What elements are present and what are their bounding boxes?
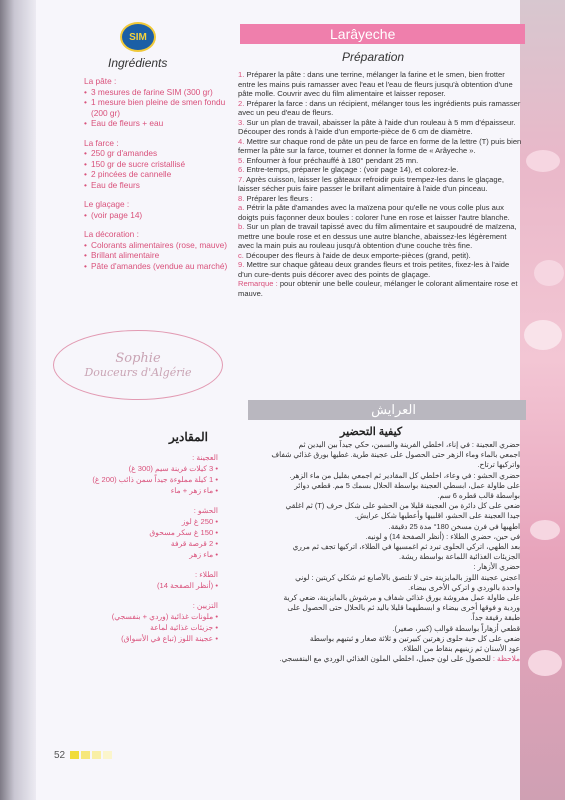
sophie-signature [53, 330, 223, 400]
ingredient-section [84, 138, 234, 191]
step-number: 2. [238, 98, 245, 108]
arabic-step-line: في حين، حضري الطلاء : (أنظر الصفحة 14) و لونيه. [365, 531, 520, 541]
arabic-ingredient-items [68, 580, 218, 591]
ingredient-section [84, 229, 234, 271]
step-number: 6. [238, 165, 245, 174]
step-text: Sur un plan de travail, abaisser la pâte à l'aide d'un rouleau à 5 mm d'épaisseur. Découper des ronds à l'aide d'un emporte-pièce de 6 cm de diamètre. [238, 117, 516, 136]
arabic-title-bar [248, 400, 526, 420]
ingredient-items [84, 148, 234, 190]
step-text: Après cuisson, laisser les gâteaux refroidir puis trempez-les dans le glaçage, laisser sécher puis faire passer le brillant alimentaire à l'aide d'un pinceau. [238, 174, 504, 193]
arabic-ingredient-item: • ماء زهر + ماء [68, 485, 218, 496]
step-text: Préparer la farce : dans un récipient, mélanger tous les ingrédients puis ramasser avec un peu d'eau de fleurs. [238, 98, 521, 117]
arabic-ingredients-list [68, 452, 218, 644]
arabic-ingredient-section [68, 569, 218, 591]
arabic-ingredient-items [68, 463, 218, 496]
ingredients-title: Ingrédients [108, 56, 168, 70]
ingredient-item: • 250 gr d'amandes [84, 148, 234, 159]
arabic-step-line: ضعي على كل حبة حلوى زهرتين كبيرتين و ثلاثة صغار و ثبتيهم بواسطة [309, 633, 520, 643]
ingredient-section-heading: La farce : [84, 137, 119, 148]
step-text: Préparer la pâte : dans une terrine, mélanger la farine et le smen, bien frotter entre les mains puis ramasser avec l'eau et l'eau de fleurs jusqu'à obtention d'une pâte molle. Couvrir avec du film alimentaire et laisser reposer. [238, 70, 513, 98]
arabic-ingredient-item: • ماء زهر [68, 549, 218, 560]
arabic-step-line: ضعي على كل دائرة من العجينة قليلا من الحشو على شكل حرف (T) ثم اغلقي [285, 501, 520, 511]
step-number: 1. [238, 70, 245, 79]
arabic-step-line: حضري الحشو : في وعاء، اخلطي كل المقادير ثم اجمعي بقليل من ماء الزهر. [289, 470, 520, 480]
sim-logo: SIM [120, 22, 156, 52]
preparation-step [238, 194, 523, 204]
arabic-ingredient-items [68, 516, 218, 560]
ingredient-item: • 150 gr de sucre cristallisé [84, 159, 234, 170]
preparation-step [238, 175, 523, 194]
preparation-step [238, 251, 523, 261]
recipe-title: Larâyeche [330, 26, 396, 42]
step-text: Découper des fleurs à l'aide de deux emporte-pièces (grand, petit). [246, 250, 471, 260]
arabic-preparation-title: كيفية التحضير [340, 426, 403, 438]
preparation-step [238, 222, 523, 251]
arabic-step-line: اطهيها في فرن مسخن 180° مدة 25 دقيقة. [388, 521, 520, 531]
step-number: c. [238, 250, 244, 260]
ingredient-items [84, 240, 234, 272]
arabic-step-line: جيدا العجينة على الحشو، اقلبيها وأعطيها شكل عرايش. [354, 511, 520, 521]
ingredient-item: • Brillant alimentaire [84, 250, 234, 261]
arabic-step-line: اعجني عجينة اللوز بالمايزينة حتى لا تلتصق بالأصابع ثم شكلي كريتين : لوني [295, 572, 520, 582]
page-number: 52 [54, 749, 66, 761]
arabic-ingredient-item: • 1 كيلة مملوءة جيداً سمن ذائب (200 غ) [68, 474, 218, 485]
preparation-step [238, 99, 523, 118]
preparation-remark [238, 279, 523, 298]
arabic-ingredient-item: • جزيئات غذائية لماعة [68, 622, 218, 633]
arabic-step-line: الجزيئات الغذائية اللماعة بواسطة ريشة. [399, 552, 520, 562]
remark-label: Remarque : [238, 279, 278, 288]
preparation-step [238, 156, 523, 166]
step-number: a. [238, 203, 245, 212]
arabic-ingredient-section-heading: العجينة : [192, 453, 218, 462]
preparation-step [238, 70, 523, 99]
step-text: Enfourner à four préchauffé à 180° pendant 25 mn. [246, 155, 419, 165]
arabic-remark-text: للحصول على لون جميل، اخلطي الملون الغذائي الوردي مع البنفسجي. [279, 654, 491, 664]
footer-square [70, 751, 79, 759]
step-text: Sur un plan de travail tapissé avec du film alimentaire et saupoudré de maïzena, mettre une boule rose et en dessus une autre blanche, abaissez-les légèrement avec la main puis au rouleau jusqu'à obtention d'une couche très fine. [238, 222, 517, 250]
ingredient-section [84, 76, 234, 129]
step-text: Préparer les fleurs : [246, 193, 313, 203]
step-number: 3. [238, 117, 245, 127]
arabic-ingredient-section [68, 600, 218, 644]
preparation-step [238, 260, 523, 279]
ingredients-list [84, 76, 234, 271]
arabic-remark-label: ملاحظة : [492, 654, 520, 664]
preparation-steps [238, 70, 523, 362]
preparation-step [238, 118, 523, 137]
arabic-ingredient-items [68, 611, 218, 644]
step-text: Pétrir la pâte d'amandes avec la maïzena pour qu'elle ne vous colle plus aux doigts puis façonner deux boules : colorer l'une en rose et laisser l'autre blanche. [238, 203, 510, 222]
arabic-ingredient-section-heading: الحشو : [193, 506, 218, 515]
step-text: Mettre sur chaque gâteau deux grandes fleurs et trois petites, fixez-les à l'aide d'un cure-dents puis décorer avec des points de glaçage. [238, 260, 510, 279]
book-binding [0, 0, 36, 800]
arabic-recipe-title: العرايش [371, 402, 416, 417]
ingredient-section-heading: Le glaçage : [84, 199, 130, 209]
ingredient-item: • 3 mesures de farine SIM (300 gr) [84, 87, 234, 98]
ingredient-item: • (voir page 14) [84, 210, 234, 221]
ingredient-section-heading: La pâte : [84, 76, 117, 86]
step-number: b. [238, 222, 245, 231]
ingredient-item: • 1 mesure bien pleine de smen fondu (200 gr) [84, 97, 234, 118]
preparation-step [238, 203, 523, 222]
ingredient-section-heading: La décoration : [84, 229, 139, 239]
preparation-step [238, 165, 523, 175]
recipe-title-bar [240, 24, 525, 44]
step-text: Entre-temps, préparer le glaçage : (voir page 14), et colorez-le. [246, 165, 459, 174]
arabic-step-line: على طاولة عمل، ابسطي العجينة بواسطة الحلال بسمك 5 مم. قطعي دوائر [294, 480, 520, 490]
page-footer [54, 750, 114, 760]
step-number: 9. [238, 260, 245, 269]
arabic-step-line: اجمعي بالماء وماء الزهر حتى الحصول على عجينة طرية. غطيها بورق غذائي شفاف [271, 450, 520, 460]
arabic-ingredient-item: • (أنظر الصفحة 14) [68, 580, 218, 591]
ingredient-item: • Pâte d'amandes (vendue au marché) [84, 261, 234, 272]
arabic-step-line: طبقة رقيقة جداً. [470, 613, 520, 623]
ingredient-items [84, 210, 234, 221]
arabic-ingredient-item: • 2 قرصة قرفة [68, 538, 218, 549]
step-number: 4. [238, 136, 245, 146]
ingredient-item: • Eau de fleurs + eau [84, 118, 234, 129]
arabic-step-line: حضري الأزهار : [473, 562, 520, 572]
arabic-ingredient-section [68, 452, 218, 496]
step-number: 7. [238, 174, 245, 184]
step-number: 8. [238, 193, 245, 203]
step-text: Mettre sur chaque rond de pâte un peu de farce en forme de la lettre (T) puis bien fermer la pâte sur la farce, tourner et donner la forme de « Arâyeche ». [238, 136, 522, 155]
arabic-step-line: بواسطة قالب قطره 6 سم. [437, 491, 520, 501]
preparation-step [238, 137, 523, 156]
arabic-step-line: واحدة بالوردي و اتركي الأخرى بيضاء. [408, 582, 520, 592]
arabic-step-line: حضري العجينة : في إناء، اخلطي الفرينة والسمن، حكي جيداً بين اليدين ثم [298, 440, 520, 449]
preparation-title: Préparation [342, 50, 405, 64]
remark-text: pour obtenir une belle couleur, mélanger le colorant alimentaire rose et mauve. [238, 279, 518, 298]
ingredient-item: • 2 pincées de cannelle [84, 169, 234, 180]
ingredient-item: • Eau de fleurs [84, 180, 234, 191]
arabic-ingredient-item: • 250 غ لوز [68, 516, 218, 527]
arabic-step-line: قطعي أزهاراً بواسطة قوالب (كبير، صغير). [392, 623, 520, 633]
step-number: 5. [238, 155, 245, 165]
ingredient-items [84, 87, 234, 129]
arabic-ingredient-section-heading: التزيين : [192, 601, 218, 610]
ingredient-item: • Colorants alimentaires (rose, mauve) [84, 240, 234, 251]
arabic-step-line: على طاولة عمل مفروشة بورق غذائي شفاف و مرشوش بالمايزينة، ضعي كرية [283, 593, 520, 603]
signature-name: Sophie [115, 351, 161, 366]
signature-subtitle: Douceurs d'Algérie [84, 366, 192, 379]
footer-square [92, 751, 101, 759]
arabic-ingredients-title: المقادير [169, 430, 208, 444]
arabic-step-line: وردية و فوقها أخرى بيضاء و ابسطيهما قليلا باليد ثم بالحلال حتى الحصول على [287, 603, 520, 613]
arabic-remark [248, 654, 520, 664]
arabic-ingredient-item: • 3 كيلات فرينة سيم (300 غ) [68, 463, 218, 474]
cake-photo [520, 0, 565, 800]
arabic-ingredient-section [68, 505, 218, 560]
footer-square [81, 751, 90, 759]
arabic-ingredient-section-heading: الطلاء : [195, 570, 218, 579]
arabic-ingredient-item: • 150 غ سكر مسحوق [68, 527, 218, 538]
ingredient-section [84, 199, 234, 220]
arabic-step-line: واتركيها ترتاح. [477, 460, 520, 470]
arabic-step-line: بعد الطهي، اتركي الحلوى تبرد ثم اغمسيها في الطلاء، اتركيها تجف ثم مرري [292, 542, 520, 552]
arabic-ingredient-item: • ملونات غذائية (وردي + بنفسجي) [68, 611, 218, 622]
arabic-ingredient-item: • عجينة اللوز (تباع في الأسواق) [68, 633, 218, 644]
arabic-step-line: عود الأسنان ثم زينيهم بنقاط من الطلاء. [401, 644, 520, 654]
arabic-preparation-steps [248, 440, 520, 745]
footer-square [103, 751, 112, 759]
